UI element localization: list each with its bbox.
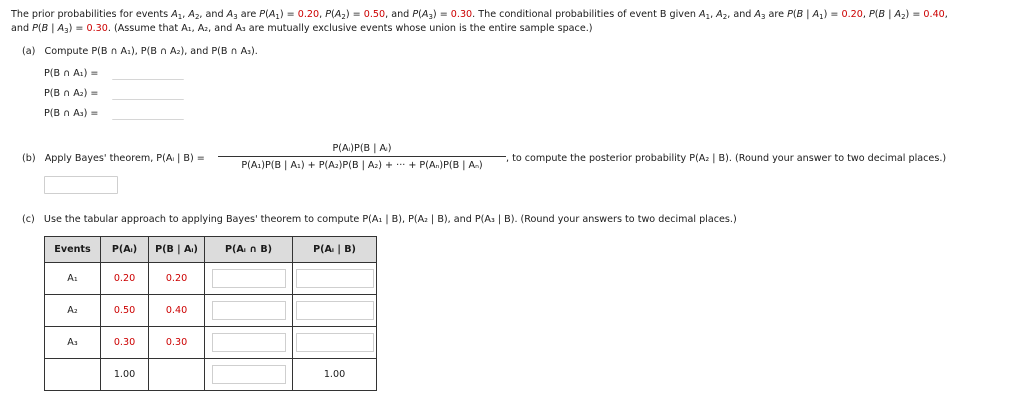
joint-input-a3[interactable] — [212, 333, 286, 352]
prior-cell: 0.50 — [101, 295, 149, 327]
part-b-text: Apply Bayes' theorem, P(Aᵢ | B) = — [44, 153, 205, 164]
prior-a2: 0.50 — [363, 9, 386, 20]
joint-cell — [205, 295, 293, 327]
bayes-numerator: P(Aᵢ)P(B | Aᵢ) — [332, 143, 392, 154]
assumption-text: . (Assume that A₁, A₂, and A₃ are mutually exclusive events whose union is the entire sample space.) — [107, 23, 593, 34]
header-prior: P(Aᵢ) — [101, 237, 149, 263]
total-prior-cell: 1.00 — [101, 359, 149, 391]
header-posterior: P(Aᵢ | B) — [293, 237, 377, 263]
posterior-cell — [293, 295, 377, 327]
total-event-cell — [45, 359, 101, 391]
part-b-prompt: (b) Apply Bayes' theorem, P(Aᵢ | B) = — [22, 153, 205, 164]
intro-prefix: The prior probabilities for events — [11, 9, 172, 20]
event-cell: A₃ — [45, 327, 101, 359]
table-row — [45, 263, 377, 295]
table-row — [45, 295, 377, 327]
table-row — [45, 327, 377, 359]
answer-field-b-a1[interactable] — [112, 64, 184, 80]
conditional-cell: 0.30 — [149, 327, 205, 359]
fraction-bar — [218, 156, 506, 157]
part-c-text: Use the tabular approach to applying Bayes' theorem to compute P(A₁ | B), P(A₂ | B), and P(A₃ | B). (Round your answers to two decimal places.) — [43, 214, 737, 225]
answer-field-b-a3[interactable] — [112, 104, 184, 120]
table-header-row — [45, 237, 377, 263]
part-b-after-text: , to compute the posterior probability P(A₂ | B). (Round your answer to two decimal places.) — [506, 153, 947, 164]
bayes-denominator: P(A₁)P(B | A₁) + P(A₂)P(B | A₂) + ··· + P(Aₙ)P(B | Aₙ) — [241, 160, 483, 171]
joint-input-total[interactable] — [212, 365, 286, 384]
prior-cell: 0.30 — [101, 327, 149, 359]
answer-field-posterior-a2[interactable] — [44, 176, 118, 194]
event-cell: A₁ — [45, 263, 101, 295]
header-conditional: P(B | Aᵢ) — [149, 237, 205, 263]
posterior-input-a1[interactable] — [296, 269, 374, 288]
total-joint-cell — [205, 359, 293, 391]
posterior-input-a3[interactable] — [296, 333, 374, 352]
header-events: Events — [45, 237, 101, 263]
cond-a3: 0.30 — [86, 23, 108, 34]
header-joint: P(Aᵢ ∩ B) — [205, 237, 293, 263]
event-cell: A₂ — [45, 295, 101, 327]
part-a-row-1-label: P(B ∩ A₁) = — [44, 68, 99, 79]
conditional-cell: 0.40 — [149, 295, 205, 327]
joint-input-a1[interactable] — [212, 269, 286, 288]
part-a-row-3-label: P(B ∩ A₃) = — [44, 108, 99, 119]
total-posterior-cell: 1.00 — [293, 359, 377, 391]
bayes-table — [44, 236, 377, 391]
part-a-row-2-label: P(B ∩ A₂) = — [44, 88, 99, 99]
part-a-prompt: (a) Compute P(B ∩ A₁), P(B ∩ A₂), and P(B ∩ A₃). — [22, 46, 258, 57]
part-a-text: Compute P(B ∩ A₁), P(B ∩ A₂), and P(B ∩ A₃). — [44, 46, 258, 57]
prior-cell: 0.20 — [101, 263, 149, 295]
intro-line-2: and P(B | $A_3) = 0.30$. (Assume that A₁, A₂, and A₃ are mutually exclusive events whose union is the entire sample space.) — [11, 23, 593, 35]
joint-input-a2[interactable] — [212, 301, 286, 320]
table-total-row — [45, 359, 377, 391]
answer-field-b-a2[interactable] — [112, 84, 184, 100]
prior-a1: 0.20 — [297, 9, 320, 20]
part-c-prompt: (c) Use the tabular approach to applying Bayes' theorem to compute P(A₁ | B), P(A₂ | B), and P(A₃ | B). (Round your answers to two decimal places.) — [22, 214, 737, 225]
posterior-cell — [293, 327, 377, 359]
conditional-cell: 0.20 — [149, 263, 205, 295]
posterior-cell — [293, 263, 377, 295]
intro-line-1: The prior probabilities for events $A_1$, $A_2$, and $A_3$ are $P(A_1) = 0.20$, $P(A_2) = 0.50$, and $P(A_3) = 0.30$. The conditional probabilities of event B given $A_1$, $A_2$, and $A_3$ are P(B | $A_1) = 0.20$, P(B | $A_2) = 0.40$, — [11, 9, 948, 21]
joint-cell — [205, 263, 293, 295]
posterior-input-a2[interactable] — [296, 301, 374, 320]
cond-a2: 0.40 — [923, 9, 945, 20]
joint-cell — [205, 327, 293, 359]
prior-a3: 0.30 — [450, 9, 473, 20]
total-conditional-cell — [149, 359, 205, 391]
cond-a1: 0.20 — [841, 9, 863, 20]
